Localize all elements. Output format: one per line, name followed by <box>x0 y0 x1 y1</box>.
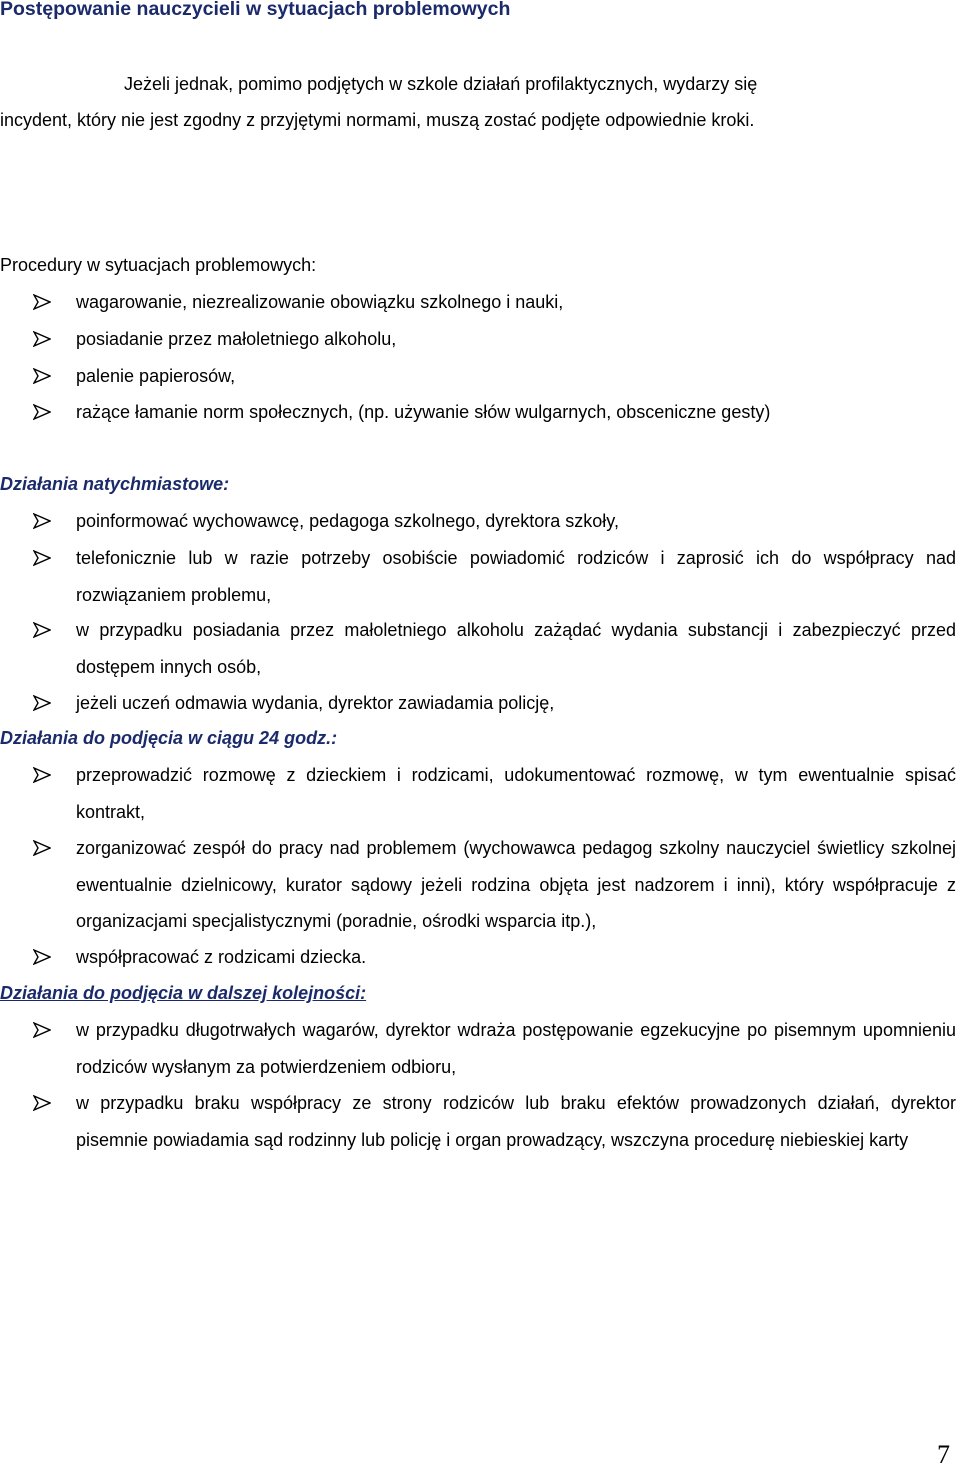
intro-line-2: incydent, który nie jest zgodny z przyjętymi normami, muszą zostać podjęte odpowiednie kroki. <box>0 110 755 130</box>
immediate-action-item: telefonicznie lub w razie potrzeby osobiście powiadomić rodziców i zaprosić ich do współpracy nad rozwiązaniem problemu, <box>76 548 956 605</box>
intro-line-1: Jeżeli jednak, pomimo podjętych w szkole działań profilaktycznych, wydarzy się <box>124 74 758 94</box>
page-title: Postępowanie nauczycieli w sytuacjach problemowych <box>0 0 511 20</box>
within-24h-heading: Działania do podjęcia w ciągu 24 godz.: <box>0 728 338 748</box>
further-action-item: w przypadku długotrwałych wagarów, dyrektor wdraża postępowanie egzekucyjne po pisemnym upomnieniu rodziców wysłanym za potwierdzeniem odbioru, <box>76 1020 956 1077</box>
within-24h-item: zorganizować zespół do pracy nad problemem (wychowawca pedagog szkolny nauczyciel świetlicy szkolnej ewentualnie dzielnicowy, kurator sądowy jeżeli rodzina objęta jest nadzorem i inni), który współpracuje z organizacjami specjalistycznymi (poradnie, ośrodki wsparcia itp.), <box>76 838 956 931</box>
procedure-item: rażące łamanie norm społecznych, (np. używanie słów wulgarnych, obsceniczne gesty) <box>76 402 771 422</box>
within-24h-item: współpracować z rodzicami dziecka. <box>76 947 367 967</box>
procedure-item: wagarowanie, niezrealizowanie obowiązku szkolnego i nauki, <box>76 292 564 312</box>
immediate-action-item: poinformować wychowawcę, pedagoga szkolnego, dyrektora szkoły, <box>76 511 619 531</box>
arrowhead-bullet-icon <box>33 331 51 347</box>
procedure-item: posiadanie przez małoletniego alkoholu, <box>76 329 397 349</box>
arrowhead-bullet-icon <box>33 767 51 783</box>
within-24h-item: przeprowadzić rozmowę z dzieckiem i rodzicami, udokumentować rozmowę, w tym ewentualnie spisać kontrakt, <box>76 765 956 822</box>
further-actions-heading: Działania do podjęcia w dalszej kolejności: <box>0 983 367 1003</box>
immediate-actions-heading: Działania natychmiastowe: <box>0 474 230 494</box>
arrowhead-bullet-icon <box>33 622 51 638</box>
immediate-action-item: w przypadku posiadania przez małoletniego alkoholu zażądać wydania substancji i zabezpieczyć przed dostępem innych osób, <box>76 620 956 677</box>
arrowhead-bullet-icon <box>33 550 51 566</box>
immediate-action-item: jeżeli uczeń odmawia wydania, dyrektor zawiadamia policję, <box>76 693 555 713</box>
arrowhead-bullet-icon <box>33 1095 51 1111</box>
further-action-item: w przypadku braku współpracy ze strony rodziców lub braku efektów prowadzonych działań, dyrektor pisemnie powiadamia sąd rodzinny lub policję i organ prowadzący, wszczyna procedurę niebieskiej karty <box>76 1093 956 1150</box>
arrowhead-bullet-icon <box>33 949 51 965</box>
arrowhead-bullet-icon <box>33 840 51 856</box>
arrowhead-bullet-icon <box>33 1022 51 1038</box>
arrowhead-bullet-icon <box>33 404 51 420</box>
arrowhead-bullet-icon <box>33 513 51 529</box>
procedures-heading: Procedury w sytuacjach problemowych: <box>0 255 317 275</box>
arrowhead-bullet-icon <box>33 294 51 310</box>
procedure-item: palenie papierosów, <box>76 366 236 386</box>
page-number: 7 <box>937 1440 950 1469</box>
arrowhead-bullet-icon <box>33 695 51 711</box>
arrowhead-bullet-icon <box>33 368 51 384</box>
